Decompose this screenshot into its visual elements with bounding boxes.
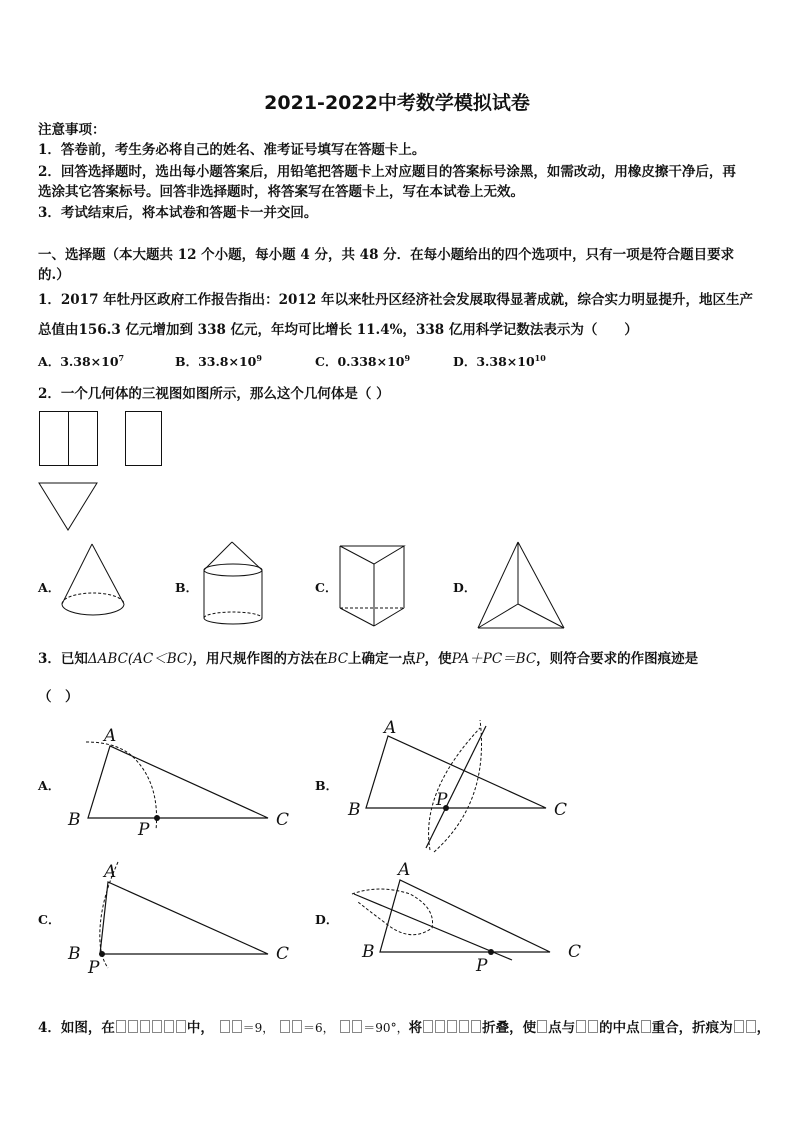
page-title: 2021-2022中考数学模拟试卷 <box>264 92 530 114</box>
q2-option-d-pyramid <box>476 540 568 632</box>
q3-option-b-label: B． <box>315 778 339 793</box>
q4-text: 4．如图，在 中， ＝9， ＝6， ＝90°，将 折叠，使 点与 的中点 重合，折痕为 ， <box>38 1020 771 1036</box>
q1-text: 1．2017 年牡丹区政府工作报告指出：2012 年以来牡丹区经济社会发展取得显著成就，综合实力明显提升，地区生产 <box>38 292 753 308</box>
q3-text: 3．已知ΔABC(AC＜BC)，用尺规作图的方法在BC上确定一点P，使PA＋PC＝BC，则符合要求的作图痕迹是 <box>38 651 699 667</box>
q3-d-vertex-c: C <box>568 942 582 962</box>
q2-side-view <box>125 411 163 467</box>
q2-option-b-label: B． <box>175 580 199 595</box>
q3-b-vertex-a: A <box>384 718 397 738</box>
q3-option-d-figure <box>340 854 580 984</box>
q2-option-a-label: A． <box>38 580 61 595</box>
q3-option-d-label: D． <box>315 912 339 927</box>
q2-option-d-label: D． <box>453 580 477 595</box>
q3-c-vertex-c: C <box>276 944 290 964</box>
q3-c-point-p: P <box>88 958 100 978</box>
section-heading: 一、选择题（本大题共 12 个小题，每小题 4 分，共 48 分．在每小题给出的四个选项中，只有一项是符合题目要求 <box>38 247 735 263</box>
q2-top-view <box>38 482 100 532</box>
q3-a-vertex-a: A <box>104 726 117 746</box>
q3-b-vertex-b: B <box>348 800 361 820</box>
q2-text: 2．一个几何体的三视图如图所示，那么这个几何体是（ ） <box>38 386 390 402</box>
notice-item-2: 2．回答选择题时，选出每小题答案后，用铅笔把答题卡上对应题目的答案标号涂黑，如需改动，用橡皮擦干净后，再 <box>38 164 736 180</box>
q3-option-a-figure <box>60 720 300 850</box>
q3-d-vertex-a: A <box>398 860 411 880</box>
q1-option-d: D．$3.38\times 10^{10}$ <box>453 352 546 369</box>
q3-a-vertex-c: C <box>276 810 290 830</box>
notice-item-3: 3．考试结束后，将本试卷和答题卡一并交回。 <box>38 205 318 221</box>
q3-c-vertex-a: A <box>104 862 117 882</box>
notice-item-2-cont: 选涂其它答案标号。回答非选择题时，将答案写在答题卡上，写在本试卷上无效。 <box>38 184 524 200</box>
q3-c-vertex-b: B <box>68 944 81 964</box>
q3-text-paren: （ ） <box>38 689 79 705</box>
q2-option-c-label: C． <box>315 580 338 595</box>
q3-option-b-figure <box>340 712 580 857</box>
q2-option-c-prism <box>338 544 410 628</box>
q3-a-vertex-b: B <box>68 810 81 830</box>
notice-heading: 注意事项： <box>38 122 106 138</box>
q2-option-b-cone-cylinder <box>198 540 270 630</box>
q1-text-cont: 总值由156.3 亿元增加到 338 亿元，年均可比增长 11.4%，338 亿用科学记数法表示为（ ） <box>38 322 638 338</box>
q3-d-vertex-b: B <box>362 942 375 962</box>
q1-option-a: A．$3.38\times 10^7$ <box>38 352 125 369</box>
q1-option-b: B．$33.8\times 10^9$ <box>175 352 262 369</box>
q3-option-c-label: C． <box>38 912 61 927</box>
q3-b-point-p: P <box>436 790 448 810</box>
q1-option-c: C．$0.338\times 10^9$ <box>315 352 411 369</box>
q3-b-vertex-c: C <box>554 800 568 820</box>
q3-d-point-p: P <box>476 956 488 976</box>
q3-option-a-label: A． <box>38 778 61 793</box>
section-heading-cont: 的.） <box>38 267 70 283</box>
q2-option-a-cone <box>58 542 130 624</box>
notice-item-1: 1．答卷前，考生务必将自己的姓名、准考证号填写在答题卡上。 <box>38 142 426 158</box>
q3-a-point-p: P <box>138 820 150 840</box>
q2-front-view <box>39 411 99 467</box>
